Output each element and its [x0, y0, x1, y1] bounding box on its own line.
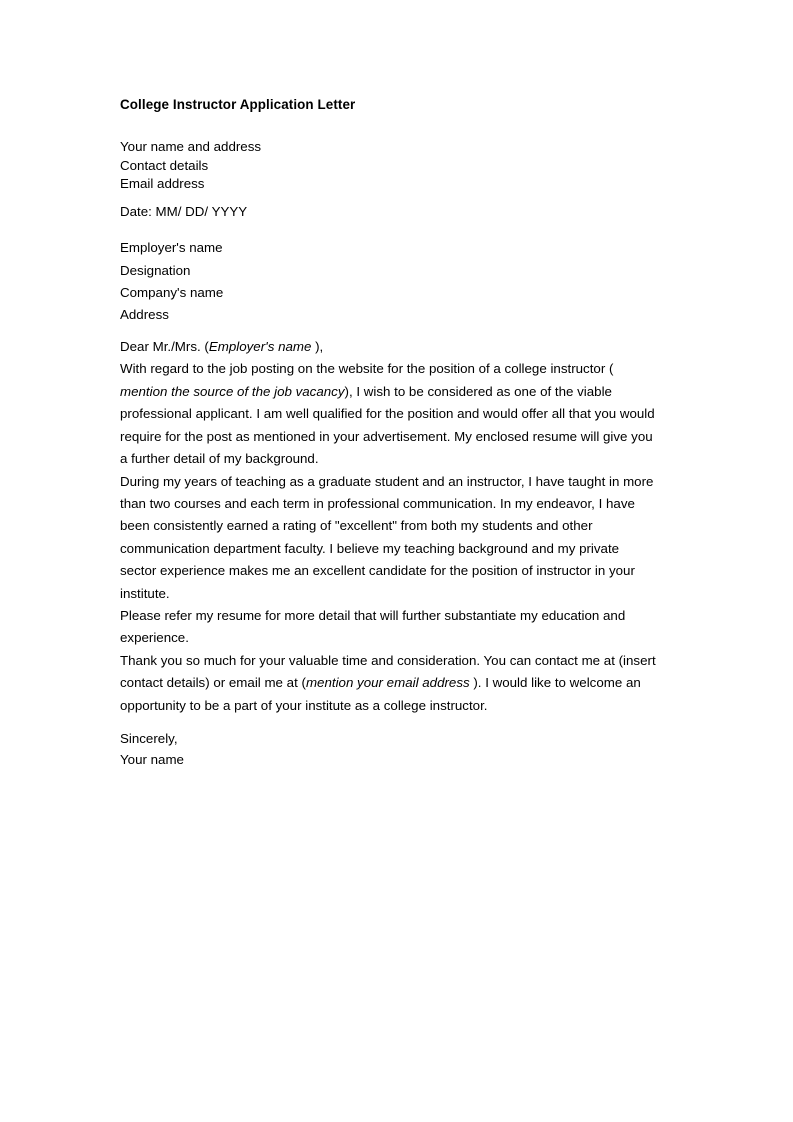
paragraph-resume-reference	[120, 605, 659, 650]
recipient-line-company-name: Company's name	[120, 284, 224, 300]
paragraph-run: With regard to the job posting on the website for the position of a college instructor (	[120, 361, 614, 377]
job-source-placeholder-italic: mention the source of the job vacancy	[120, 383, 345, 399]
paragraph-run: ), I wish to be considered as one of the viable professional applicant. I am well qualified for the position and would offer all that you would require for the post as mentioned in your advertisement. My enclosed resume will give you a further detail of my background.	[120, 383, 655, 467]
salutation-placeholder-italic: Employer's name	[208, 339, 312, 355]
sender-line-contact: Contact details	[120, 157, 209, 173]
closing-block	[120, 728, 659, 771]
closing-line-your-name: Your name	[120, 752, 184, 768]
paragraph-run: Thank you so much for your valuable time and consideration. You can contact me at (insert contact details) or email me at (	[120, 652, 656, 691]
recipient-block	[120, 237, 659, 326]
paragraph-introduction	[120, 358, 659, 470]
sender-block	[120, 138, 659, 194]
date-line: Date: MM/ DD/ YYYY	[120, 203, 248, 219]
recipient-line-address: Address	[120, 306, 169, 322]
salutation	[120, 336, 659, 358]
recipient-line-designation: Designation	[120, 262, 191, 278]
salutation-suffix: ),	[311, 339, 324, 355]
email-placeholder-italic: mention your email address	[305, 675, 470, 691]
letter-title: College Instructor Application Letter	[120, 97, 356, 112]
sender-line-name-address: Your name and address	[120, 139, 262, 154]
paragraph-run: ). I would like to welcome an opportunity to be a part of your institute as a college instructor.	[120, 675, 641, 713]
paragraph-run: During my years of teaching as a graduate student and an instructor, I have taught in more than two courses and each term in professional communication. In my endeavor, I have been consistently earned a rating of "excellent" from both my students and other communication department faculty. I believe my teaching background and my private sector experience makes me an excellent candidate for the position of instructor in your institute.	[120, 473, 654, 601]
paragraph-experience	[120, 471, 659, 605]
closing-line-sincerely: Sincerely,	[120, 730, 178, 746]
sender-line-email: Email address	[120, 176, 205, 192]
recipient-line-employer-name: Employer's name	[120, 240, 223, 256]
paragraph-thank-you	[120, 650, 659, 717]
salutation-prefix: Dear Mr./Mrs. (	[120, 339, 209, 355]
paragraph-run: Please refer my resume for more detail that will further substantiate my education and experience.	[120, 607, 626, 646]
